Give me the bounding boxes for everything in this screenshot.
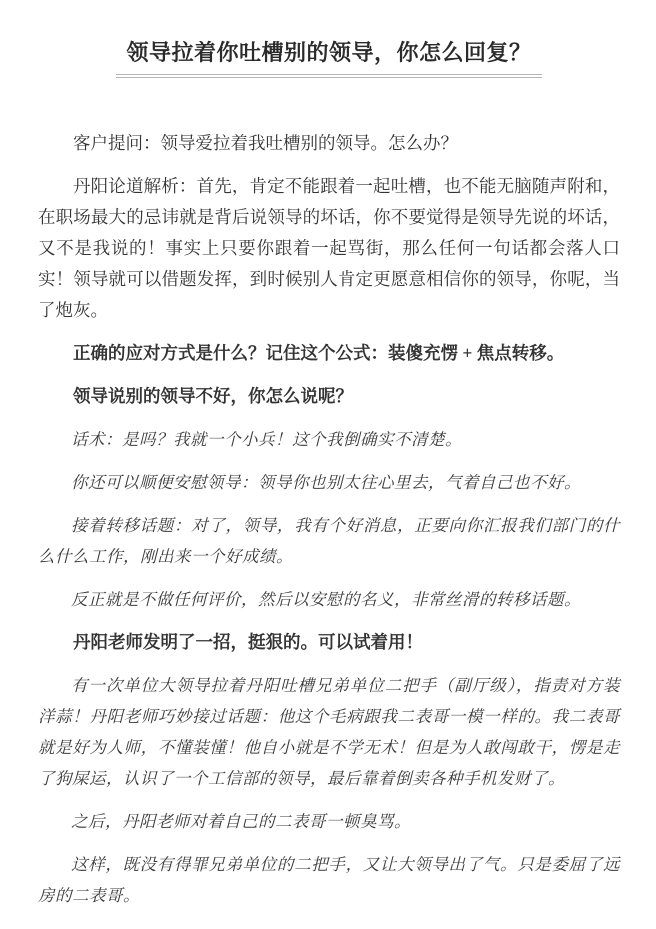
paragraph-10-quote: 有一次单位大领导拉着丹阳吐槽兄弟单位二把手（副厅级），指责对方装洋蒜！丹阳老师巧妙接过话题：他这个毛病跟我二表哥一模一样的。我二表哥就是好为人师，不懂装懂！他自小就是不学无术！但是为人敢闯敢干，愣是走了狗屎运，认识了一个工信部的领导，最后靠着倒卖各种手机发财了。 [38, 676, 620, 788]
paragraph-3-bold: 正确的应对方式是什么？记住这个公式：装傻充愣 + 焦点转移。 [73, 343, 565, 363]
page-title: 领导拉着你吐槽别的领导，你怎么回复？ [116, 34, 541, 78]
article-content [38, 128, 620, 911]
paragraph-12-quote: 这样，既没有得罪兄弟单位的二把手，又让大领导出了气。只是委屈了远房的二表哥。 [38, 855, 620, 905]
paragraph-1-normal: 客户提问：领导爱拉着我吐槽别的领导。怎么办？ [73, 133, 458, 153]
paragraph-9-bold: 丹阳老师发明了一招，挺狠的。可以试着用！ [73, 632, 423, 652]
paragraph-2-normal: 丹阳论道解析：首先，肯定不能跟着一起吐槽，也不能无脑随声附和，在职场最大的忌讳就是背后说领导的坏话，你不要觉得是领导先说的坏话，又不是我说的！事实上只要你跟着一起骂街，那么任何一句话都会落人口实！领导就可以借题发挥，到时候别人肯定更愿意相信你的领导，你呢，当了炮灰。 [38, 176, 620, 320]
paragraph-8-quote: 反正就是不做任何评价，然后以安慰的名义，非常丝滑的转移话题。 [71, 590, 581, 609]
paragraph-11-quote: 之后，丹阳老师对着自己的二表哥一顿臭骂。 [71, 812, 411, 831]
paragraph-5-quote: 话术：是吗？我就一个小兵！这个我倒确实不清楚。 [71, 430, 462, 449]
paragraph-4-bold: 领导说别的领导不好，你怎么说呢？ [73, 386, 353, 406]
paragraph-6-quote: 你还可以顺便安慰领导：领导你也别太往心里去，气着自己也不好。 [71, 473, 581, 492]
paragraph-7-quote: 接着转移话题：对了，领导，我有个好消息，正要向你汇报我们部门的什么什么工作，刚出来一个好成绩。 [38, 516, 620, 566]
